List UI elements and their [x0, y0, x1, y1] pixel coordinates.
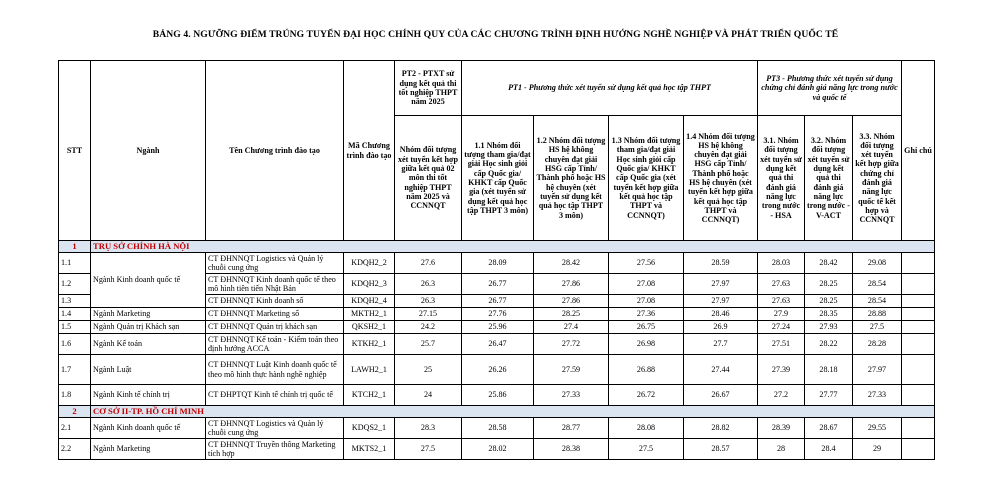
score-1-1: 28.09 — [462, 253, 534, 274]
score-1-3: 26.72 — [609, 385, 684, 406]
row-nganh: Ngành Kế toán — [91, 334, 206, 355]
row-nganh: Ngành Kinh doanh quốc tế — [91, 253, 206, 308]
score-3-3: 29.55 — [853, 418, 902, 439]
row-code: QKSH2_1 — [344, 321, 395, 334]
row-program: CT ĐHNNQT Truyền thông Marketing tích hợp — [206, 439, 344, 460]
score-3-1: 27.63 — [758, 295, 805, 308]
row-code: KDQH2_2 — [344, 253, 395, 274]
score-3-3: 28.54 — [853, 274, 902, 295]
row-note — [902, 439, 935, 460]
score-3-1: 27.63 — [758, 274, 805, 295]
score-1-4: 27.97 — [684, 295, 758, 308]
score-pt2: 26.3 — [395, 295, 462, 308]
score-1-1: 27.76 — [462, 308, 534, 321]
score-1-3: 27.56 — [609, 253, 684, 274]
row-program: CT ĐHNNQT Kinh doanh số — [206, 295, 344, 308]
score-1-1: 28.58 — [462, 418, 534, 439]
score-3-3: 29.08 — [853, 253, 902, 274]
row-program: CT ĐHNNQT Quản trị khách sạn — [206, 321, 344, 334]
row-nganh: Ngành Luật — [91, 355, 206, 385]
score-1-2: 28.25 — [534, 308, 609, 321]
score-1-2: 27.4 — [534, 321, 609, 334]
header-ten-ct: Tên Chương trình đào tạo — [206, 61, 344, 241]
score-1-4: 27.97 — [684, 274, 758, 295]
score-1-3: 27.5 — [609, 439, 684, 460]
score-3-1: 28.39 — [758, 418, 805, 439]
score-3-1: 27.39 — [758, 355, 805, 385]
row-code: MKTS2_1 — [344, 439, 395, 460]
row-nganh: Ngành Kinh doanh quốc tế — [91, 418, 206, 439]
table-row — [59, 439, 935, 460]
header-sub-pt2: Nhóm đối tượng xét tuyển kết hợp giữa kết quả 02 môn thi tốt nghiệp THPT năm 2025 và CCNNQT — [395, 116, 462, 241]
score-1-1: 25.96 — [462, 321, 534, 334]
row-stt: 1.5 — [59, 321, 91, 334]
table-row — [59, 385, 935, 406]
header-nganh: Ngành — [91, 61, 206, 241]
row-note — [902, 334, 935, 355]
score-pt2: 26.3 — [395, 274, 462, 295]
header-sub-1-1: 1.1 Nhóm đối tượng tham gia/đạt giải Học sinh giỏi cấp Quốc gia/ KHKT cấp Quốc gia (xét tuyển sử dụng kết quả học tập THPT 3 môn) — [462, 116, 534, 241]
score-1-2: 27.86 — [534, 274, 609, 295]
score-3-2: 28.42 — [805, 253, 853, 274]
header-ghi-chu: Ghi chú — [902, 61, 935, 241]
row-stt: 1.7 — [59, 355, 91, 385]
score-3-3: 29 — [853, 439, 902, 460]
score-1-3: 26.88 — [609, 355, 684, 385]
score-3-2: 28.4 — [805, 439, 853, 460]
row-code: KTCH2_1 — [344, 385, 395, 406]
score-3-1: 27.51 — [758, 334, 805, 355]
score-1-2: 28.38 — [534, 439, 609, 460]
header-sub-3-2: 3.2. Nhóm đối tượng xét tuyển sử dụng kết quả thi đánh giá năng lực trong nước - V-ACT — [805, 116, 853, 241]
score-1-1: 26.77 — [462, 295, 534, 308]
section-name: CƠ SỞ II-TP. HỒ CHÍ MINH — [91, 406, 935, 418]
score-3-1: 27.9 — [758, 308, 805, 321]
section-row — [59, 241, 935, 253]
row-code: KDQH2_4 — [344, 295, 395, 308]
score-3-3: 27.97 — [853, 355, 902, 385]
score-1-3: 26.98 — [609, 334, 684, 355]
score-1-2: 27.59 — [534, 355, 609, 385]
row-stt: 1.8 — [59, 385, 91, 406]
score-1-1: 25.86 — [462, 385, 534, 406]
score-1-2: 27.72 — [534, 334, 609, 355]
row-note — [902, 321, 935, 334]
score-1-2: 27.86 — [534, 295, 609, 308]
row-code: MKTH2_1 — [344, 308, 395, 321]
row-program: CT ĐHNNQT Kinh doanh quốc tế theo mô hình tiên tiến Nhật Bản — [206, 274, 344, 295]
score-3-1: 27.24 — [758, 321, 805, 334]
score-pt2: 27.6 — [395, 253, 462, 274]
score-1-4: 26.67 — [684, 385, 758, 406]
row-note — [902, 308, 935, 321]
score-3-2: 27.93 — [805, 321, 853, 334]
score-3-3: 27.33 — [853, 385, 902, 406]
row-code: KDQH2_3 — [344, 274, 395, 295]
row-program: CT ĐHPTQT Kinh tế chính trị quốc tế — [206, 385, 344, 406]
score-3-2: 27.77 — [805, 385, 853, 406]
header-pt2: PT2 - PTXT sử dụng kết quả thi tốt nghiệp THPT năm 2025 — [395, 61, 462, 116]
row-stt: 1.2 — [59, 274, 91, 295]
table-row — [59, 308, 935, 321]
row-note — [902, 253, 935, 274]
score-1-3: 28.08 — [609, 418, 684, 439]
row-nganh: Ngành Marketing — [91, 308, 206, 321]
section-name: TRỤ SỞ CHÍNH HÀ NỘI — [91, 241, 935, 253]
score-3-2: 28.35 — [805, 308, 853, 321]
header-sub-1-3: 1.3 Nhóm đối tượng tham gia/đạt giải Học sinh giỏi cấp Quốc gia/ KHKT cấp Quốc gia (xét tuyển kết hợp giữa kết quả học tập THPT và CCNNQT) — [609, 116, 684, 241]
score-1-1: 26.47 — [462, 334, 534, 355]
score-3-2: 28.25 — [805, 295, 853, 308]
score-1-4: 28.46 — [684, 308, 758, 321]
row-note — [902, 274, 935, 295]
row-note — [902, 355, 935, 385]
header-pt1: PT1 - Phương thức xét tuyển sử dụng kết quả học tập THPT — [462, 61, 758, 116]
row-stt: 1.6 — [59, 334, 91, 355]
row-stt: 1.4 — [59, 308, 91, 321]
header-sub-3-3: 3.3. Nhóm đối tượng xét tuyển kết hợp giữa chứng chỉ đánh giá năng lực quốc tế kết hợp và CCNNQT — [853, 116, 902, 241]
score-1-3: 26.75 — [609, 321, 684, 334]
score-1-1: 28.02 — [462, 439, 534, 460]
row-note — [902, 295, 935, 308]
header-stt: STT — [59, 61, 91, 241]
row-stt: 1.3 — [59, 295, 91, 308]
row-program: CT ĐHNNQT Logistics và Quản lý chuỗi cung ứng — [206, 253, 344, 274]
score-1-3: 27.08 — [609, 274, 684, 295]
score-1-2: 28.77 — [534, 418, 609, 439]
score-1-4: 26.9 — [684, 321, 758, 334]
header-pt3: PT3 - Phương thức xét tuyển sử dụng chứng chỉ đánh giá năng lực trong nước và quốc tế — [758, 61, 902, 116]
row-code: KDQS2_1 — [344, 418, 395, 439]
section-row — [59, 406, 935, 418]
header-sub-1-4: 1.4 Nhóm đối tượng HS hệ không chuyên đạt giải HSG cấp Tỉnh/ Thành phố hoặc HS hệ chuyên (xét tuyển kết hợp giữa kết quả học tập THPT và CCNNQT) — [684, 116, 758, 241]
table-row — [59, 355, 935, 385]
row-stt: 2.2 — [59, 439, 91, 460]
score-3-3: 28.88 — [853, 308, 902, 321]
score-3-3: 28.28 — [853, 334, 902, 355]
score-1-2: 28.42 — [534, 253, 609, 274]
score-3-2: 28.22 — [805, 334, 853, 355]
score-1-4: 27.44 — [684, 355, 758, 385]
table-row — [59, 418, 935, 439]
table-title: BẢNG 4. NGƯỠNG ĐIỂM TRÚNG TUYỂN ĐẠI HỌC CHÍNH QUY CỦA CÁC CHƯƠNG TRÌNH ĐỊNH HƯỚNG NGHỀ NGHIỆP VÀ PHÁT TRIỂN QUỐC TẾ — [152, 29, 839, 40]
score-3-1: 28 — [758, 439, 805, 460]
header-ma-ct: Mã Chương trình đào tạo — [344, 61, 395, 241]
row-nganh: Ngành Marketing — [91, 439, 206, 460]
row-program: CT ĐHNNQT Kế toán - Kiểm toán theo định hướng ACCA — [206, 334, 344, 355]
row-nganh: Ngành Kinh tế chính trị — [91, 385, 206, 406]
score-pt2: 25 — [395, 355, 462, 385]
score-3-2: 28.25 — [805, 274, 853, 295]
score-1-4: 28.57 — [684, 439, 758, 460]
score-3-1: 28.03 — [758, 253, 805, 274]
score-1-3: 27.08 — [609, 295, 684, 308]
score-3-2: 28.18 — [805, 355, 853, 385]
table-row — [59, 334, 935, 355]
score-3-1: 27.2 — [758, 385, 805, 406]
score-1-1: 26.26 — [462, 355, 534, 385]
row-note — [902, 385, 935, 406]
row-program: CT ĐHNNQT Logistics và Quản lý chuỗi cung ứng — [206, 418, 344, 439]
section-number: 2 — [59, 406, 91, 418]
row-program: CT ĐHNNQT Luật Kinh doanh quốc tế theo mô hình thực hành nghề nghiệp — [206, 355, 344, 385]
score-3-3: 28.54 — [853, 295, 902, 308]
score-pt2: 28.3 — [395, 418, 462, 439]
score-pt2: 27.5 — [395, 439, 462, 460]
score-1-4: 28.59 — [684, 253, 758, 274]
score-pt2: 24.2 — [395, 321, 462, 334]
score-1-4: 28.82 — [684, 418, 758, 439]
table-row — [59, 321, 935, 334]
score-1-2: 27.33 — [534, 385, 609, 406]
row-stt: 2.1 — [59, 418, 91, 439]
header-sub-1-2: 1.2 Nhóm đối tượng HS hệ không chuyên đạt giải HSG cấp Tỉnh/ Thành phố hoặc HS hệ chuyên (xét tuyển sử dụng kết quả học tập THPT 3 môn) — [534, 116, 609, 241]
score-3-3: 27.5 — [853, 321, 902, 334]
admission-score-table — [58, 60, 935, 460]
score-pt2: 24 — [395, 385, 462, 406]
row-note — [902, 418, 935, 439]
row-code: KTKH2_1 — [344, 334, 395, 355]
row-program: CT ĐHNNQT Marketing số — [206, 308, 344, 321]
score-1-1: 26.77 — [462, 274, 534, 295]
score-pt2: 25.7 — [395, 334, 462, 355]
row-nganh: Ngành Quản trị Khách sạn — [91, 321, 206, 334]
score-3-2: 28.67 — [805, 418, 853, 439]
score-pt2: 27.15 — [395, 308, 462, 321]
score-1-3: 27.36 — [609, 308, 684, 321]
header-sub-3-1: 3.1. Nhóm đối tượng xét tuyển sử dụng kết quả thi đánh giá năng lực trong nước - HSA — [758, 116, 805, 241]
row-code: LAWH2_1 — [344, 355, 395, 385]
table-row — [59, 253, 935, 274]
score-1-4: 27.7 — [684, 334, 758, 355]
section-number: 1 — [59, 241, 91, 253]
row-stt: 1.1 — [59, 253, 91, 274]
